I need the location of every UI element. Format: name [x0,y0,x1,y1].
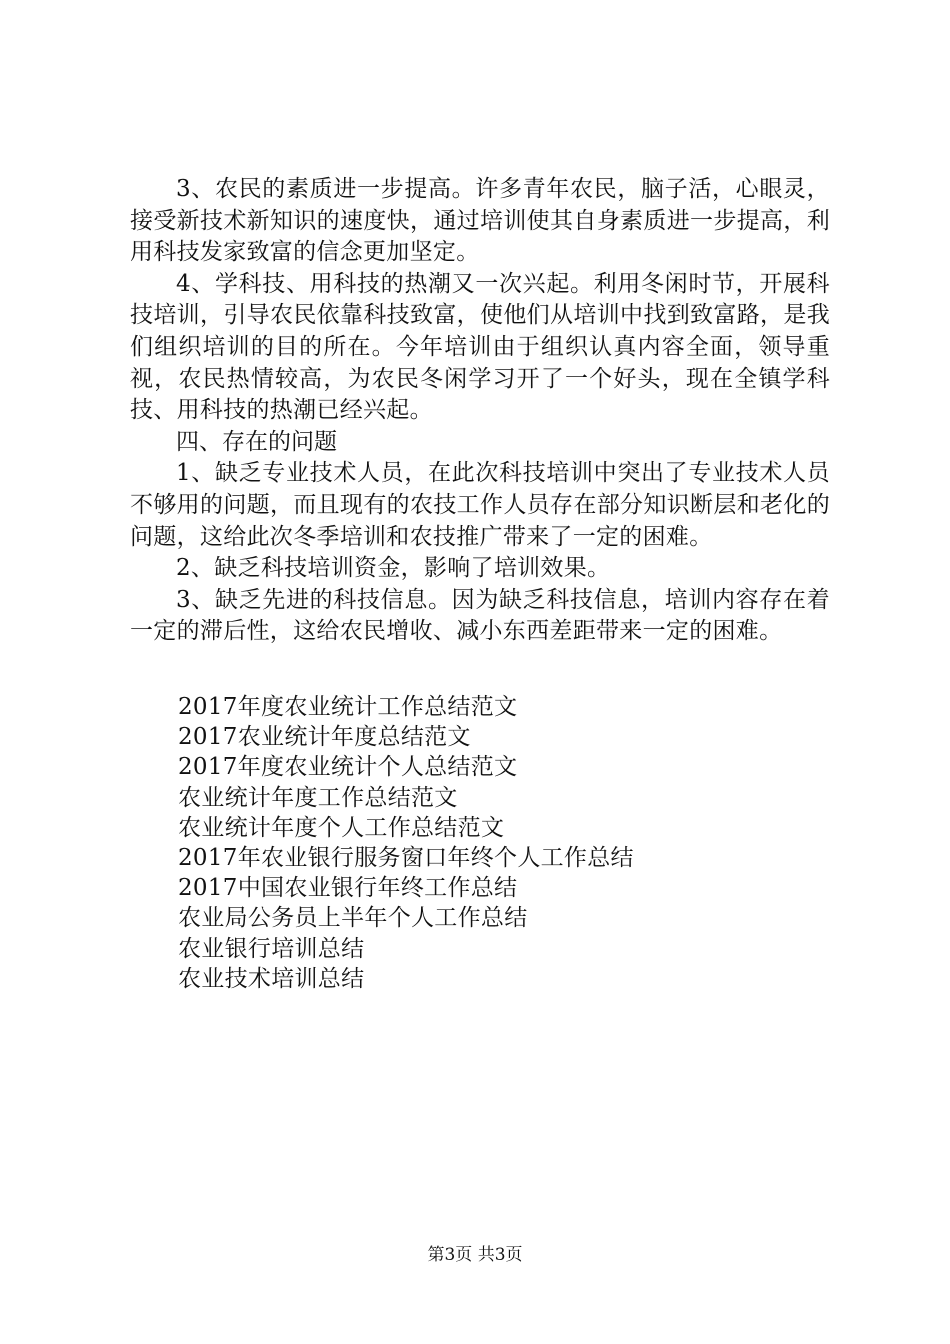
problem-item-2: 2、缺乏科技培训资金，影响了培训效果。 [176,555,611,582]
related-article-link[interactable]: 农业统计年度个人工作总结范文 [178,814,505,841]
section-heading-problems: 四、存在的问题 [176,428,337,455]
related-article-link[interactable]: 农业银行培训总结 [178,935,365,962]
paragraph-farmer-quality: 3、农民的素质进一步提高。许多青年农民，脑子活，心眼灵，接受新技术新知识的速度快，通过培训使其自身素质进一步提高，利用科技发家致富的信念更加坚定。 [130,176,830,266]
problem-item-1: 1、缺乏专业技术人员，在此次科技培训中突出了专业技术人员不够用的问题，而且现有的农技工作人员存在部分知识断层和老化的问题，这给此次冬季培训和农技推广带来了一定的困难。 [130,460,830,550]
document-body [130,174,830,648]
related-article-link[interactable]: 农业局公务员上半年个人工作总结 [178,905,528,932]
page-number-footer: 第3页 共3页 [427,1245,523,1265]
related-article-link[interactable]: 农业统计年度工作总结范文 [178,784,458,811]
problem-item-3: 3、缺乏先进的科技信息。因为缺乏科技信息，培训内容存在着一定的滞后性，这给农民增收、减小东西差距带来一定的困难。 [130,586,830,645]
related-article-link[interactable]: 农业技术培训总结 [178,965,365,992]
related-articles-list [178,692,634,994]
related-article-link[interactable]: 2017年度农业统计工作总结范文 [178,694,518,720]
paragraph-tech-trend: 4、学科技、用科技的热潮又一次兴起。利用冬闲时节，开展科技培训，引导农民依靠科技致富，使他们从培训中找到致富路，是我们组织培训的目的所在。今年培训由于组织认真内容全面，领导重视，农民热情较高，为农民冬闲学习开了一个好头，现在全镇学科技、用科技的热潮已经兴起。 [130,270,830,424]
related-article-link[interactable]: 2017年农业银行服务窗口年终个人工作总结 [178,845,634,872]
related-article-link[interactable]: 2017年度农业统计个人总结范文 [178,754,518,781]
related-article-link[interactable]: 2017农业统计年度总结范文 [178,724,471,751]
related-article-link[interactable]: 2017中国农业银行年终工作总结 [178,875,518,902]
